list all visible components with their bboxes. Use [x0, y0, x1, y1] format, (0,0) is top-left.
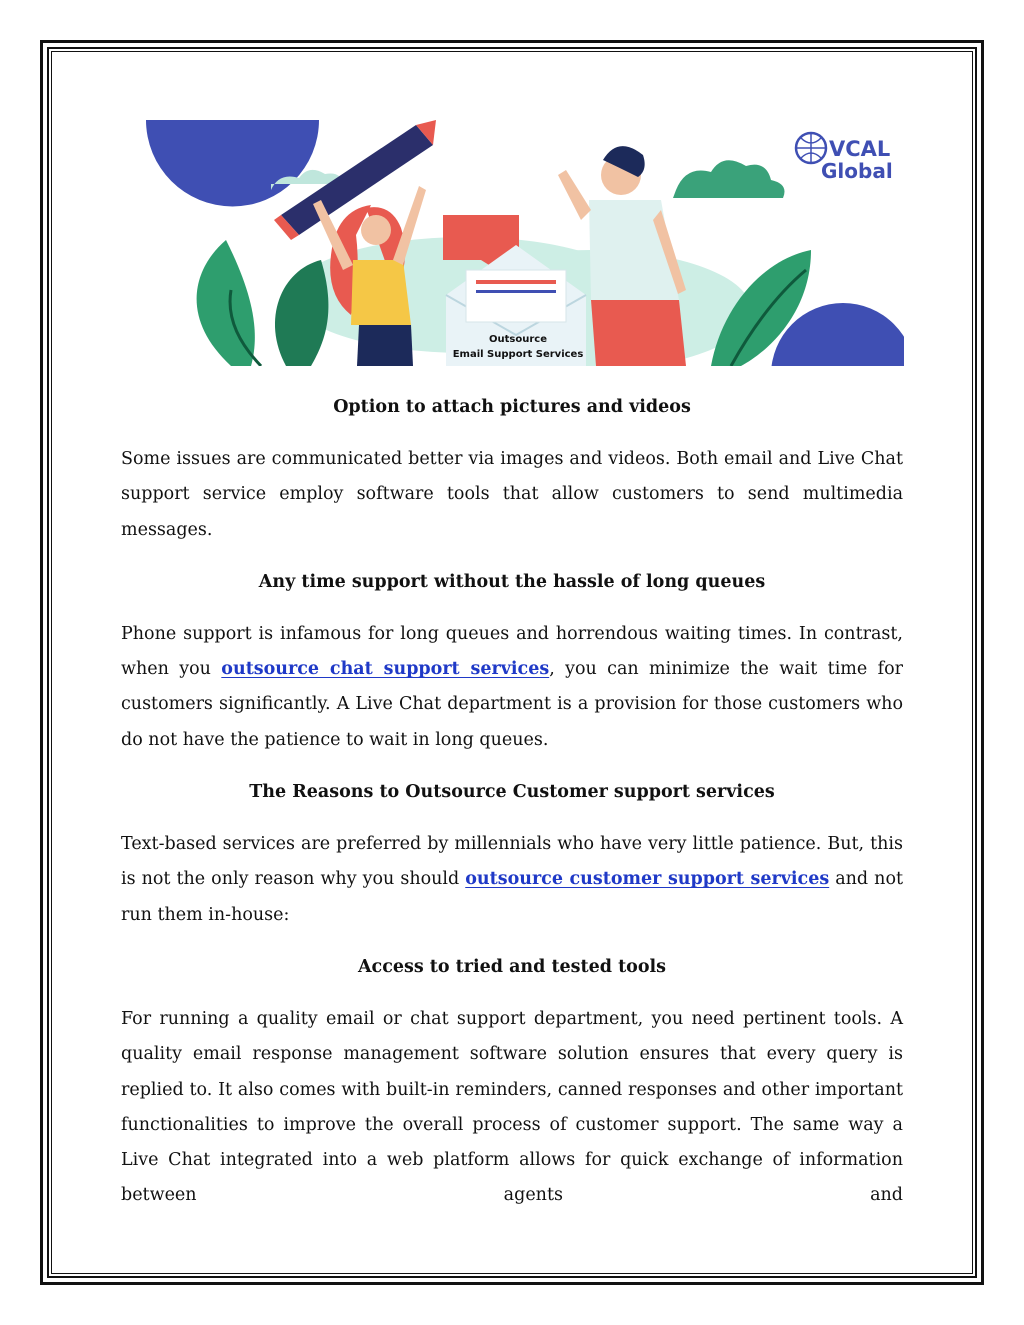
paragraph-attach-pictures: Some issues are communicated better via images and videos. Both email and Live Chat support service employ software tools that allow customers to send multimedia messages. — [121, 449, 903, 540]
envelope-line1: Outsource — [489, 334, 547, 345]
heading-reasons-to-outsource: The Reasons to Outsource Customer support services — [249, 782, 775, 803]
paragraph-text: Text-based services are preferred by millennials who have very little patience. But, this is not the only reason why you should — [121, 834, 903, 890]
logo-top-text: VCAL — [829, 137, 891, 161]
heading-attach-pictures: Option to attach pictures and videos — [333, 397, 691, 417]
vcal-logo — [796, 133, 893, 183]
envelope-line2: Email Support Services — [452, 349, 584, 360]
document-body — [121, 390, 903, 1231]
logo-bottom-text: Global — [821, 159, 893, 183]
paragraph-text: Phone support is infamous for long queues and horrendous waiting times. In contrast, when you — [121, 623, 903, 680]
paragraph-text: and not run them in-house: — [121, 869, 904, 925]
heading-any-time-support: Any time support without the hassle of long queues — [258, 571, 766, 592]
banner-illustration — [121, 120, 904, 366]
link-outsource-customer-support[interactable]: outsource customer support services — [465, 869, 830, 890]
paragraph-tried-tested-tools: For running a quality email or chat support department, you need pertinent tools. A quality email response management software solution ensures that every query is replied to. It also comes with built-in reminders, canned responses and other important functionalities to improve the overall process of customer support. The same way a Live Chat integrated into a web platform allows for quick exchange of information between agents and — [121, 1008, 903, 1206]
paragraph-text: , you can minimize the wait time for customers significantly. A Live Chat department is a provision for those customers who do not have the patience to wait in long queues. — [121, 659, 903, 750]
heading-tried-tested-tools: Access to tried and tested tools — [357, 956, 667, 977]
paragraph-any-time-support — [121, 617, 903, 758]
paragraph-reasons-to-outsource — [121, 827, 903, 933]
link-outsource-chat-support[interactable]: outsource chat support services — [221, 659, 550, 680]
